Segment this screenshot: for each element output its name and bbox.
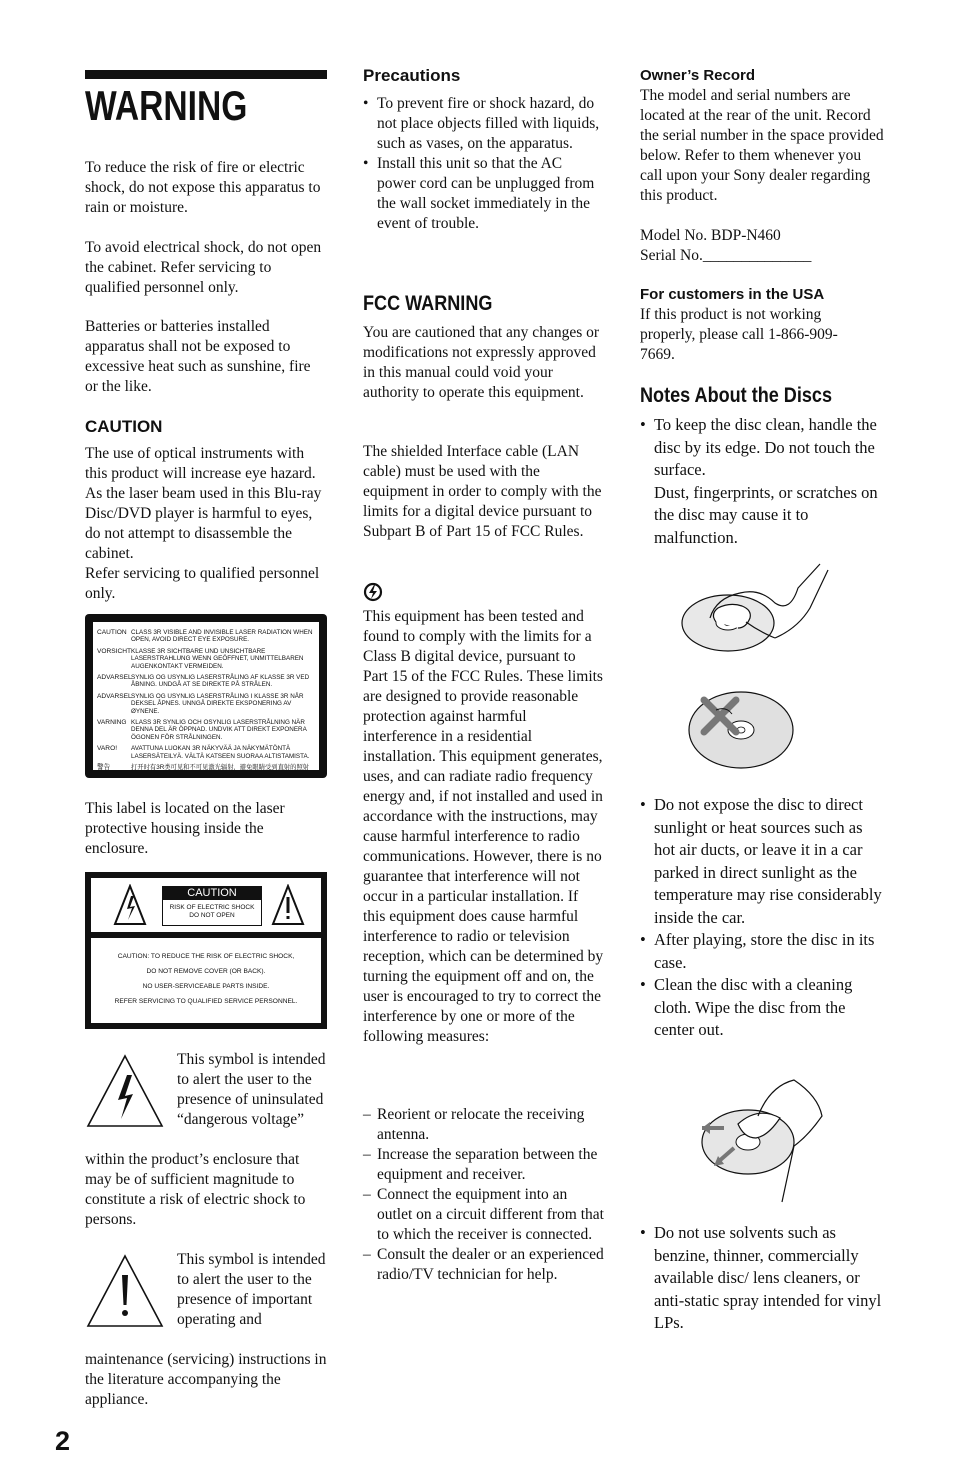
list-item: – Connect the equipment into an outlet on a circuit different from that to which the receiver is connected. [363, 1185, 604, 1245]
warning-paragraph-3: Batteries or batteries installed apparatus shall not be exposed to excessive heat such as sunshine, fire or the like. [85, 318, 311, 395]
warning-paragraph-1: To reduce the risk of fire or electric shock, do not expose this apparatus to rain or moisture. [85, 159, 321, 216]
symbol2-side-text: This symbol is intended to alert the user to the presence of important operating and [177, 1251, 326, 1328]
warning-paragraph-2: To avoid electrical shock, do not open the cabinet. Refer servicing to qualified personnel only. [85, 239, 322, 296]
disc-note-1-cont: Dust, fingerprints, or scratches on the disc may cause it to malfunction. [654, 482, 878, 547]
shock-label-line: CAUTION: TO REDUCE THE RISK OF ELECTRIC SHOCK, [117, 953, 295, 960]
discs-list-2 [640, 794, 884, 1042]
warning-title: WARNING [85, 82, 248, 129]
list-item: • Install this unit so that the AC power cord can be unplugged from the wall socket immediately in the event of trouble. [363, 154, 604, 234]
owners-record-heading: Owner’s Record [640, 67, 756, 84]
symbol2-rest-text: maintenance (servicing) instructions in the literature accompanying the appliance. [85, 1351, 327, 1408]
model-number: Model No. BDP-N460 [640, 227, 781, 244]
fcc-paragraph-2: The shielded Interface cable (LAN cable) must be used with the equipment in order to comply with the limits for a digital device pursuant to Subpart B of Part 15 of FCC Rules. [363, 443, 602, 540]
fcc-measures-list [363, 1105, 604, 1285]
symbol1-rest-text: within the product’s enclosure that may be of sufficient magnitude to constitute a risk of electric shock to persons. [85, 1151, 306, 1228]
usa-heading: For customers in the USA [640, 286, 825, 303]
dangerous-voltage-icon [85, 1053, 165, 1129]
exclamation-triangle-icon [271, 884, 305, 926]
laser-label-row: VARNING KLASS 3R SYNLIG OCH OSYNLIG LASERSTRÅLNING NÄR DENNA DEL ÄR ÖPPNAD. UNDVIK ATT DIREKT EXPONERA ÖGONEN FÖR STRÅLNINGEN. [97, 719, 307, 741]
list-item: • To prevent fire or shock hazard, do not place objects filled with liquids, such as vases, on the apparatus. [363, 94, 604, 154]
shock-label-header: CAUTION [163, 887, 261, 900]
owners-record-text: The model and serial numbers are located at the rear of the unit. Record the serial number in the space provided below. Refer to them whenever you call upon your Sony dealer regarding this product. [640, 87, 884, 204]
shock-label-line: REFER SERVICING TO QUALIFIED SERVICE PERSONNEL. [114, 998, 298, 1005]
list-item [640, 414, 884, 549]
disc-note-1: To keep the disc clean, handle the disc by its edge. Do not touch the surface. [654, 415, 877, 479]
usa-text: If this product is not working properly, please call 1-866-909-7669. [640, 306, 838, 363]
shock-label-line: DO NOT REMOVE COVER (OR BACK). [146, 968, 266, 975]
list-item: – Reorient or relocate the receiving antenna. [363, 1105, 604, 1145]
list-item: – Increase the separation between the equipment and receiver. [363, 1145, 604, 1185]
laser-label-row: VORSICHT KLASSE 3R SICHTBARE UND UNSICHTBARE LASERSTRAHLUNG WENN GEÖFFNET, UNMITTELBAREN AUGENKONTAKT VERMEIDEN. [97, 647, 304, 670]
list-item: – Consult the dealer or an experienced radio/TV technician for help. [363, 1245, 604, 1285]
disc-cleaning-illustration [698, 1076, 828, 1204]
disc-handling-illustration [680, 558, 830, 670]
disc-do-not-touch-illustration [686, 688, 796, 774]
shock-label-line: NO USER-SERVICEABLE PARTS INSIDE. [142, 983, 270, 990]
page-number: 2 [55, 1426, 71, 1456]
caution-heading: CAUTION [85, 417, 163, 436]
precautions-heading: Precautions [363, 66, 461, 85]
discs-heading: Notes About the Discs [640, 384, 832, 407]
laser-label-row: ADVARSEL SYNLIG OG USYNLIG LASERSTRÅLING I KLASSE 3R NÅR DEKSEL ÅPNES. UNNGÅ DIREKTE EKSPONERING AV ØYNENE. [97, 692, 304, 715]
precautions-list [363, 94, 604, 234]
fcc-paragraph-1: You are cautioned that any changes or modifications not expressly approved in this manual could void your authority to operate this equipment. [363, 324, 600, 401]
laser-warning-label [85, 614, 327, 778]
laser-label-row: CAUTION CLASS 3R VISIBLE AND INVISIBLE LASER RADIATION WHEN OPEN, AVOID DIRECT EYE EXPOSURE. [97, 629, 313, 644]
caution-text: The use of optical instruments with this product will increase eye hazard. As the laser beam used in this Blu-ray Disc/DVD player is harmful to eyes, do not attempt to disassemble the cabinet. Refer servicing to qualified personnel only. [85, 445, 322, 602]
important-instructions-icon [85, 1253, 165, 1329]
list-item: • Do not use solvents such as benzine, thinner, commercially available disc/ lens cleaners, or anti-static spray intended for vinyl LPs. [640, 1222, 884, 1335]
symbol1-side-text: This symbol is intended to alert the user to the presence of uninsulated “dangerous voltage” [177, 1051, 326, 1128]
list-item: • Do not expose the disc to direct sunlight or heat sources such as hot air ducts, or leave it in a car parked in direct sunlight as the temperature may rise considerably inside the car. [640, 794, 884, 929]
lightning-triangle-icon [113, 884, 147, 926]
laser-label-row: ADVARSEL SYNLIG OG USYNLIG LASERSTRÅLING AF KLASSE 3R VED ÅBNING. UNDGÅ AT SE DIREKTE PÅ STRÅLEN. [97, 674, 310, 689]
laser-label-row: 警告 打开时有3R类可见和不可见激光辐射，避免眼睛受到直射的照射 [97, 764, 310, 772]
warning-rule [85, 70, 327, 79]
fcc-heading: FCC WARNING [363, 292, 493, 315]
serial-number: Serial No.______________ [640, 247, 812, 264]
laser-label-row: VARO! AVATTUNA LUOKAN 3R NÄKYVÄÄ JA NÄKYMÄTÖNTÄ LASERSÄTEILYÄ. VÄLTÄ KATSEEN SUORAA ALTISTAMISTA. [97, 745, 310, 760]
list-item: • After playing, store the disc in its case. [640, 929, 884, 974]
list-item: • Clean the disc with a cleaning cloth. Wipe the disc from the center out. [640, 974, 884, 1042]
discs-list-3 [640, 1222, 884, 1335]
fcc-logo-icon [363, 582, 383, 602]
label-location-text: This label is located on the laser protective housing inside the enclosure. [85, 800, 285, 857]
fcc-paragraph-3: This equipment has been tested and found to comply with the limits for a Class B digital device, pursuant to Part 15 of the FCC Rules. These limits are designed to provide reasonable protection against harmful interference in a residential installation. This equipment generates, uses, and can radiate radio frequency energy and, if not installed and used in accordance with the instructions, may cause harmful interference to radio communications. However, there is no guarantee that interference will not occur in a particular installation. If this equipment does cause harmful interference to radio or television reception, which can be determined by turning the equipment off and on, the user is encouraged to try to correct the interference by one or more of the following measures: [363, 608, 604, 1045]
shock-caution-label [85, 872, 327, 1029]
discs-list-1 [640, 414, 884, 549]
shock-label-sub: RISK OF ELECTRIC SHOCK DO NOT OPEN [169, 904, 255, 919]
